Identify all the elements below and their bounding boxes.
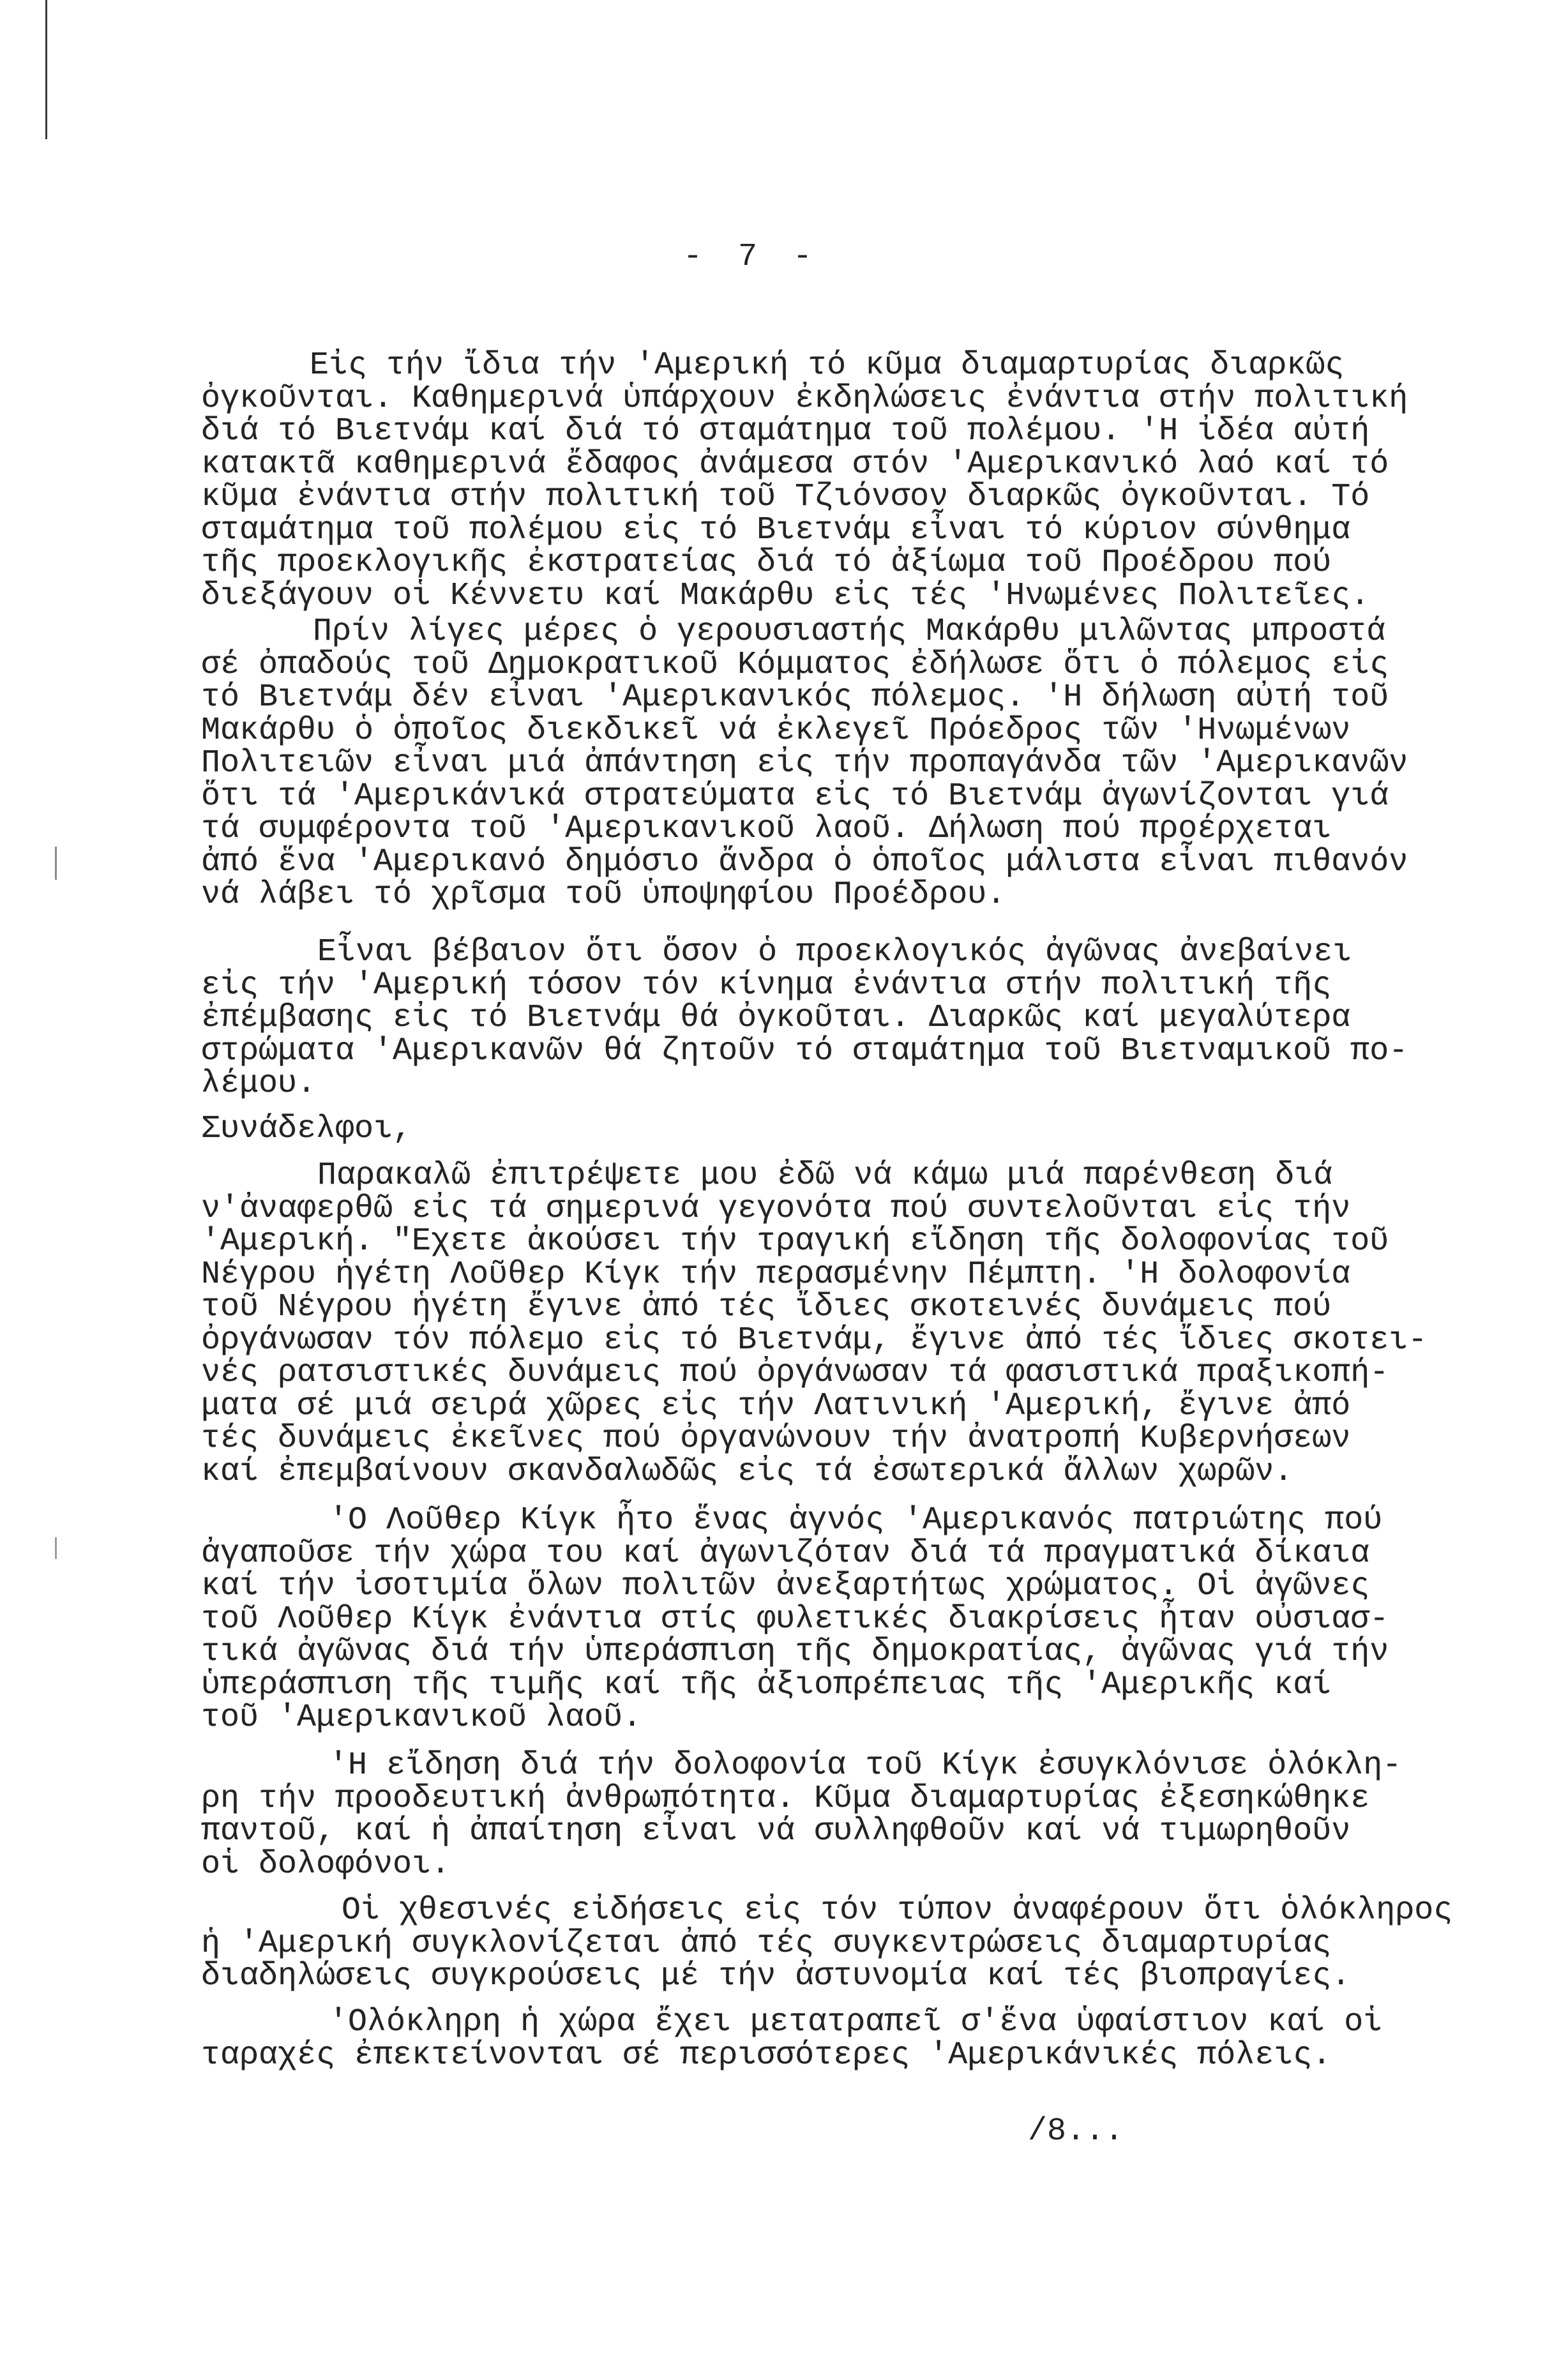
text-line: οἱ δολοφόνοι. (201, 1846, 451, 1883)
paragraph-2 (201, 615, 1542, 912)
continuation-marker: /8... (1028, 2113, 1124, 2150)
page-number: - 7 - (683, 239, 813, 275)
text-line: τῆς προεκλογικῆς ἐκστρατείας διά τό ἀξίωμα τοῦ Προέδρου πού (201, 545, 1332, 581)
text-line: διά τό Βιετνάμ καί διά τό σταμάτημα τοῦ πολέμου. 'Η ἰδέα αὐτή (201, 413, 1370, 449)
paragraph-8 (201, 2006, 1542, 2072)
text-line: ἀγαποῦσε τήν χώρα του καί ἀγωνιζόταν διά τά πραγματικά δίκαια (201, 1535, 1370, 1572)
text-line: ματα σέ μιά σειρά χῶρες εἰς τήν Λατινική 'Αμερική, ἔγινε ἀπό (201, 1387, 1351, 1424)
paragraph-4 (201, 1159, 1542, 1488)
salutation (201, 1113, 1542, 1146)
text-line: λέμου. (201, 1066, 317, 1102)
text-line: ὑπεράσπιση τῆς τιμῆς καί τῆς ἀξιοπρέπειας τῆς 'Αμερικῆς καί (201, 1666, 1332, 1703)
text-line: παντοῦ, καί ἡ ἀπαίτηση εἶναι νά συλληφθοῦν καί νά τιμωρηθοῦν (201, 1813, 1351, 1850)
salutation-text: Συνάδελφοι, (201, 1111, 412, 1147)
text-line: 'Η εἴδηση διά τήν δολοφονία τοῦ Κίγκ ἐσυγκλόνισε ὁλόκλη- (329, 1747, 1402, 1784)
text-line: 'Ο Λοῦθερ Κίγκ ἦτο ἕνας ἁγνός 'Αμερικανός πατριώτης πού (329, 1502, 1383, 1539)
text-line: Μακάρθυ ὁ ὁποῖος διεκδικεῖ νά ἐκλεγεῖ Πρόεδρος τῶν 'Ηνωμένων (201, 712, 1351, 749)
text-line: ν'ἀναφερθῶ εἰς τά σημερινά γεγονότα πού συντελοῦνται εἰς τήν (201, 1190, 1351, 1227)
text-line: διαδηλώσεις συγκρούσεις μέ τήν ἀστυνομία καί τές βιοπραγίες. (201, 1958, 1351, 1994)
text-line: ὀργάνωσαν τόν πόλεμο εἰς τό Βιετνάμ, ἔγινε ἀπό τές ἴδιες σκοτει- (201, 1322, 1428, 1359)
text-line: ταραχές ἐπεκτείνονται σέ περισσότερες 'Αμερικάνικές πόλεις. (201, 2037, 1332, 2074)
text-line: νές ρατσιστικές δυνάμεις πού ὀργάνωσαν τά φασιστικά πραξικοπή- (201, 1355, 1389, 1391)
text-line: τικά ἀγῶνας διά τήν ὑπεράσπιση τῆς δημοκρατίας, ἀγῶνας γιά τήν (201, 1634, 1389, 1670)
text-line: σταμάτημα τοῦ πολέμου εἰς τό Βιετνάμ εἶναι τό κύριον σύνθημα (201, 511, 1351, 548)
text-line: Πολιτειῶν εἶναι μιά ἀπάντηση εἰς τήν προπαγάνδα τῶν 'Αμερικανῶν (201, 745, 1408, 781)
text-line: τοῦ Λοῦθερ Κίγκ ἐνάντια στίς φυλετικές διακρίσεις ἦταν οὐσιασ- (201, 1601, 1389, 1638)
text-line: τοῦ Νέγρου ἡγέτη ἔγινε ἀπό τές ἴδιες σκοτεινές δυνάμεις πού (201, 1289, 1332, 1325)
text-line: σέ ὀπαδούς τοῦ Δημοκρατικοῦ Κόμματος ἐδήλωσε ὅτι ὁ πόλεμος εἰς (201, 646, 1389, 683)
text-line: καί τήν ἰσοτιμία ὅλων πολιτῶν ἀνεξαρτήτως χρώματος. Οἱ ἀγῶνες (201, 1568, 1370, 1604)
scan-edge-mark (55, 1537, 57, 1559)
text-line: 'Ολόκληρη ἡ χώρα ἔχει μετατραπεῖ σ'ἕνα ὑφαίστιον καί οἱ (329, 2004, 1383, 2040)
text-line: ὀγκοῦνται. Καθημερινά ὑπάρχουν ἐκδηλώσεις ἐνάντια στήν πολιτική (201, 380, 1408, 417)
text-line: ὅτι τά 'Αμερικάνικά στρατεύματα εἰς τό Βιετνάμ ἀγωνίζονται γιά (201, 778, 1389, 815)
paragraph-5 (201, 1504, 1542, 1735)
text-line: Νέγρου ἡγέτη Λοῦθερ Κίγκ τήν περασμένην Πέμπτη. 'Η δολοφονία (201, 1256, 1351, 1293)
text-line: νά λάβει τό χρῖσμα τοῦ ὑποψηφίου Προέδρου. (201, 877, 1006, 913)
text-line: τά συμφέροντα τοῦ 'Αμερικανικοῦ λαοῦ. Δήλωση πού προέρχεται (201, 811, 1332, 847)
text-line: τό Βιετνάμ δέν εἶναι 'Αμερικανικός πόλεμος. 'Η δήλωση αὐτή τοῦ (201, 679, 1389, 716)
text-line: εἰς τήν 'Αμερική τόσον τόν κίνημα ἐνάντια στήν πολιτική τῆς (201, 967, 1332, 1004)
text-line: Παρακαλῶ ἐπιτρέψετε μου ἐδῶ νά κάμω μιά παρένθεση διά (317, 1157, 1333, 1194)
text-line: ρη τήν προοδευτική ἀνθρωπότητα. Κῦμα διαμαρτυρίας ἐξεσηκώθηκε (201, 1780, 1370, 1817)
text-line: στρώματα 'Αμερικανῶν θά ζητοῦν τό σταμάτημα τοῦ Βιετναμικοῦ πο- (201, 1032, 1408, 1069)
text-line: τοῦ 'Αμερικανικοῦ λαοῦ. (201, 1699, 642, 1736)
text-line: Οἱ χθεσινές εἰδήσεις εἰς τόν τύπον ἀναφέρουν ὅτι ὁλόκληρος (342, 1892, 1453, 1929)
paragraph-3 (201, 936, 1542, 1101)
text-line: ἡ 'Αμερική συγκλονίζεται ἀπό τές συγκεντρώσεις διαμαρτυρίας (201, 1925, 1332, 1962)
text-line: κατακτᾶ καθημερινά ἔδαφος ἀνάμεσα στόν 'Αμερικανικό λαό καί τό (201, 446, 1389, 483)
scan-edge-line (45, 0, 47, 139)
text-line: τές δυνάμεις ἐκεῖνες πού ὀργανώνουν τήν ἀνατροπή Κυβερνήσεων (201, 1420, 1351, 1457)
paragraph-1 (201, 349, 1542, 612)
text-line: Εἰς τήν ἴδια τήν 'Αμερική τό κῦμα διαμαρτυρίας διαρκῶς (310, 347, 1345, 384)
text-line: Εἶναι βέβαιον ὅτι ὅσον ὁ προεκλογικός ἀγῶνας ἀνεβαίνει (317, 934, 1352, 970)
paragraph-6 (201, 1749, 1542, 1881)
text-line: ἐπέμβασης εἰς τό Βιετνάμ θά ὀγκοῦται. Διαρκῶς καί μεγαλύτερα (201, 1000, 1351, 1036)
text-line: διεξάγουν οἱ Κέννετυ καί Μακάρθυ εἰς τές 'Ηνωμένες Πολιτεῖες. (201, 577, 1370, 614)
scan-edge-mark (55, 847, 57, 880)
text-line: Πρίν λίγες μέρες ὁ γερουσιαστής Μακάρθυ μιλῶντας μπροστά (313, 614, 1386, 650)
text-line: ἀπό ἕνα 'Αμερικανό δημόσιο ἄνδρα ὁ ὁποῖος μάλιστα εἶναι πιθανόν (201, 843, 1408, 880)
text-line: 'Αμερική. "Εχετε ἀκούσει τήν τραγική εἴδηση τῆς δολοφονίας τοῦ (201, 1223, 1389, 1260)
text-line: καί ἐπεμβαίνουν σκανδαλωδῶς εἰς τά ἐσωτερικά ἄλλων χωρῶν. (201, 1453, 1293, 1490)
paragraph-7 (201, 1894, 1542, 1993)
text-line: κῦμα ἐνάντια στήν πολιτική τοῦ Τζιόνσον διαρκῶς ὀγκοῦνται. Τό (201, 479, 1370, 515)
